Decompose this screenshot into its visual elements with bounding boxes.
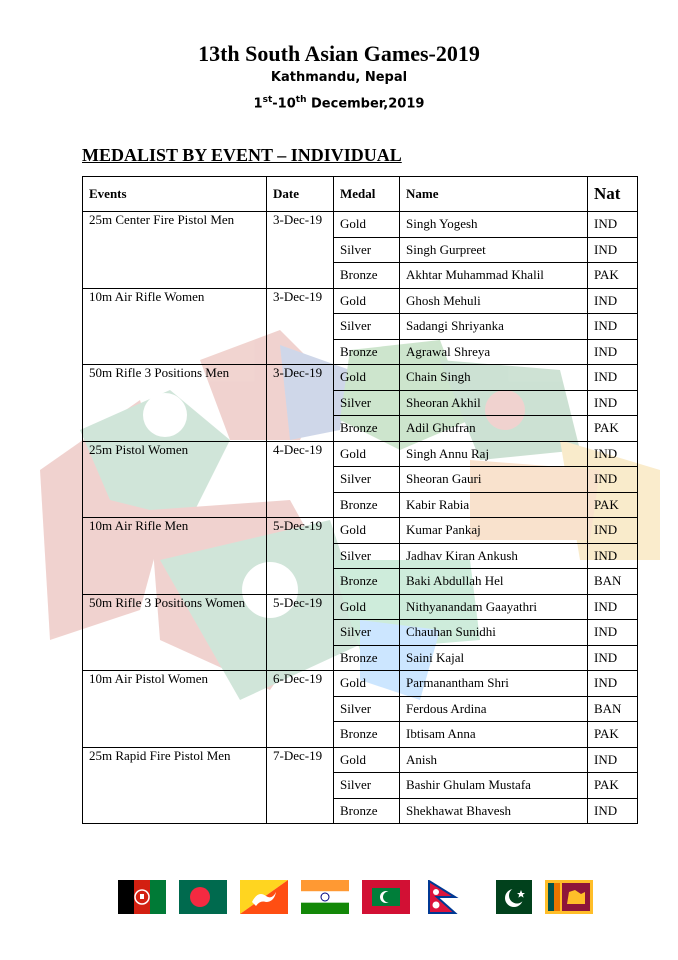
name-cell: Akhtar Muhammad Khalil (400, 263, 588, 289)
nat-cell: PAK (588, 492, 638, 518)
table-row (83, 441, 638, 467)
medal-cell: Silver (334, 696, 400, 722)
name-cell: Adil Ghufran (400, 416, 588, 442)
name-cell: Ibtisam Anna (400, 722, 588, 748)
date-cell: 3-Dec-19 (267, 365, 334, 442)
medal-cell: Silver (334, 237, 400, 263)
sri-lanka-flag-icon (545, 880, 593, 914)
start-day: 1 (253, 96, 263, 112)
event-cell: 50m Rifle 3 Positions Men (83, 365, 267, 442)
medal-cell: Bronze (334, 722, 400, 748)
event-cell: 50m Rifle 3 Positions Women (83, 594, 267, 671)
nat-cell: IND (588, 441, 638, 467)
nat-cell: IND (588, 314, 638, 340)
name-cell: Singh Annu Raj (400, 441, 588, 467)
afghanistan-flag-icon (118, 880, 166, 914)
name-cell: Sheoran Akhil (400, 390, 588, 416)
date-cell: 7-Dec-19 (267, 747, 334, 824)
table-header-row (83, 177, 638, 212)
column-header-events: Events (83, 177, 267, 212)
medal-cell: Gold (334, 365, 400, 391)
nepal-flag-icon (423, 880, 471, 914)
medal-cell: Bronze (334, 492, 400, 518)
column-header-medal: Medal (334, 177, 400, 212)
medal-cell: Gold (334, 518, 400, 544)
pakistan-flag-icon (484, 880, 532, 914)
medal-cell: Bronze (334, 569, 400, 595)
medal-cell: Gold (334, 594, 400, 620)
bhutan-flag-icon (240, 880, 288, 914)
nat-cell: PAK (588, 263, 638, 289)
name-cell: Chain Singh (400, 365, 588, 391)
nat-cell: IND (588, 747, 638, 773)
name-cell: Shekhawat Bhavesh (400, 798, 588, 824)
document-header (0, 40, 678, 116)
nat-cell: IND (588, 594, 638, 620)
name-cell: Baki Abdullah Hel (400, 569, 588, 595)
bangladesh-flag-icon (179, 880, 227, 914)
section-title: MEDALIST BY EVENT – INDIVIDUAL (82, 145, 402, 165)
end-day: -10 (272, 96, 296, 112)
name-cell: Kabir Rabia (400, 492, 588, 518)
medal-cell: Gold (334, 441, 400, 467)
medal-cell: Bronze (334, 263, 400, 289)
name-cell: Chauhan Sunidhi (400, 620, 588, 646)
table-body (83, 212, 638, 824)
start-day-suffix: st (262, 95, 273, 105)
name-cell: Agrawal Shreya (400, 339, 588, 365)
event-cell: 25m Center Fire Pistol Men (83, 212, 267, 289)
event-cell: 25m Rapid Fire Pistol Men (83, 747, 267, 824)
month-year: December,2019 (306, 96, 425, 112)
name-cell: Kumar Pankaj (400, 518, 588, 544)
maldives-flag-icon (362, 880, 410, 914)
date-cell: 5-Dec-19 (267, 518, 334, 595)
column-header-nat: Nat (588, 177, 638, 212)
nat-cell: IND (588, 365, 638, 391)
nat-cell: IND (588, 671, 638, 697)
name-cell: Sheoran Gauri (400, 467, 588, 493)
table-row (83, 671, 638, 697)
name-cell: Ferdous Ardina (400, 696, 588, 722)
flags-row (118, 880, 593, 914)
name-cell: Singh Gurpreet (400, 237, 588, 263)
nat-cell: PAK (588, 773, 638, 799)
nat-cell: IND (588, 798, 638, 824)
nat-cell: BAN (588, 569, 638, 595)
name-cell: Parmanantham Shri (400, 671, 588, 697)
date-cell: 3-Dec-19 (267, 288, 334, 365)
table-row (83, 365, 638, 391)
nat-cell: IND (588, 212, 638, 238)
medal-cell: Silver (334, 467, 400, 493)
table-row (83, 212, 638, 238)
medal-cell: Bronze (334, 645, 400, 671)
name-cell: Bashir Ghulam Mustafa (400, 773, 588, 799)
medal-cell: Silver (334, 390, 400, 416)
name-cell: Nithyanandam Gaayathri (400, 594, 588, 620)
date-cell: 4-Dec-19 (267, 441, 334, 518)
nat-cell: IND (588, 518, 638, 544)
name-cell: Anish (400, 747, 588, 773)
nat-cell: IND (588, 543, 638, 569)
medal-cell: Gold (334, 671, 400, 697)
medal-cell: Silver (334, 543, 400, 569)
date-range (0, 88, 678, 116)
nat-cell: IND (588, 288, 638, 314)
page-title: 13th South Asian Games-2019 (198, 41, 480, 66)
table-row (83, 288, 638, 314)
medal-cell: Silver (334, 773, 400, 799)
medal-cell: Bronze (334, 339, 400, 365)
event-cell: 10m Air Rifle Men (83, 518, 267, 595)
nat-cell: IND (588, 620, 638, 646)
event-cell: 25m Pistol Women (83, 441, 267, 518)
nat-cell: IND (588, 645, 638, 671)
nat-cell: IND (588, 339, 638, 365)
medal-cell: Silver (334, 620, 400, 646)
date-cell: 3-Dec-19 (267, 212, 334, 289)
medal-cell: Silver (334, 314, 400, 340)
medal-cell: Gold (334, 747, 400, 773)
nat-cell: IND (588, 467, 638, 493)
nat-cell: PAK (588, 722, 638, 748)
location-subtitle: Kathmandu, Nepal (270, 70, 408, 85)
name-cell: Ghosh Mehuli (400, 288, 588, 314)
medal-cell: Gold (334, 212, 400, 238)
name-cell: Singh Yogesh (400, 212, 588, 238)
event-cell: 10m Air Rifle Women (83, 288, 267, 365)
column-header-date: Date (267, 177, 334, 212)
nat-cell: IND (588, 390, 638, 416)
name-cell: Saini Kajal (400, 645, 588, 671)
nat-cell: PAK (588, 416, 638, 442)
end-day-suffix: th (295, 95, 307, 105)
medalist-table (82, 176, 638, 824)
event-cell: 10m Air Pistol Women (83, 671, 267, 748)
name-cell: Sadangi Shriyanka (400, 314, 588, 340)
table-row (83, 594, 638, 620)
nat-cell: BAN (588, 696, 638, 722)
medal-cell: Bronze (334, 798, 400, 824)
table-row (83, 747, 638, 773)
nat-cell: IND (588, 237, 638, 263)
medal-cell: Gold (334, 288, 400, 314)
date-cell: 5-Dec-19 (267, 594, 334, 671)
table-row (83, 518, 638, 544)
medal-cell: Bronze (334, 416, 400, 442)
name-cell: Jadhav Kiran Ankush (400, 543, 588, 569)
date-cell: 6-Dec-19 (267, 671, 334, 748)
india-flag-icon (301, 880, 349, 914)
column-header-name: Name (400, 177, 588, 212)
